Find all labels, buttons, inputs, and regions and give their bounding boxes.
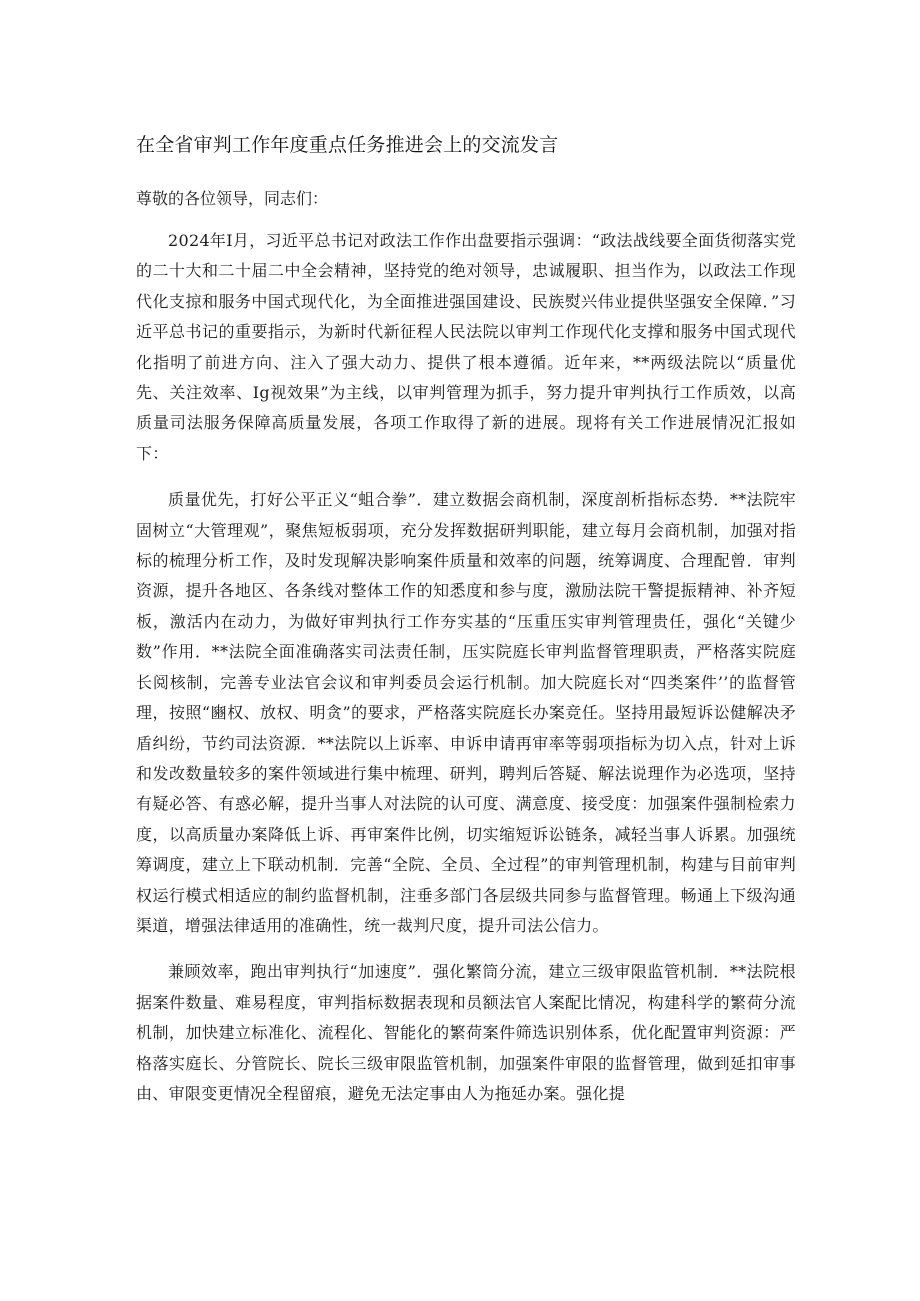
document-title: 在全省审判工作年度重点任务推进会上的交流发言: [136, 134, 559, 156]
paragraph-quality-first: 质量优先，打好公平正义“蛆合拳”．建立数据会商机制，深度剖析指标态势．**法院牢固树立“大管理观”，聚焦短板弱项，充分发挥数据研判职能，建立每月会商机制，加强对指标的梳理分析工作，及时发现解决影响案件质量和效率的问题，统筹调度、合理配曾．审判资源，提升各地区、各条线对整体工作的知悉度和参与度，激励法院干警提振精神、补齐短板，激活内在动力，为做好审判执行工作夯实基的“压重压实审判管理贵任，强化“关键少数”作用．**法院全面准确落实司法责任制，压实院庭长审判监督管理职责，严格落实院庭长阅核制，完善专业法官会议和审判委员会运行机制。加大院庭长对“四类案件’’的监督管理，按照“豳权、放权、明贪”的要求，严格落实院庭长办案竞任。坚持用最短诉讼健解决矛盾纠纷，节约司法资源．**法院以上诉率、申诉申请再审率等弱项指标为切入点，针对上诉和发改数量较多的案件领域进行集中梳理、研判，聘判后答疑、解法说理作为必选项，坚持有疑必答、有惑必解，提升当事人对法院的认可度、满意度、接受度：加强案件强制检索力度，以高质量办案降低上诉、再审案件比例，切实缩短诉讼链条，减轻当事人诉累。加强统筹调度，建立上下联动机制．完善“全院、全员、全过程”的审判管理机制，构建与目前审判权运行模式相适应的制约监督机制，注垂多部门各层级共同参与监督管理。畅通上下级沟通渠道，增强法律适用的准确性，统一裁判尺度，提升司法公信力。: [136, 490, 796, 935]
salutation: 尊敬的各位领导，同志们：: [136, 189, 329, 208]
paragraph-intro: 2024年I月，习近平总书记对政法工作作出盘要指示强调：“政法战线要全面货彻落实党的二十大和二十届二中全会精神，坚持党的绝对领导，忠诚履职、担当作为，以政法工作现代化支掠和服务中国式现代化，为全面推进强国建设、民族熨兴伟业提供坚强安全保障．”习近平总书记的重要指示，为新时代新征程人民法院以审判工作现代化支撑和服务中国式现代化指明了前进方向、注入了强大动力、提供了根本遵循。近年来，**两级法院以“质量优先、关注效率、Ig视效果”为主线，以审判管理为抓手，努力提升审判执行工作质效，以高质量司法服务保障高质量发展，各项工作取得了新的进展。现将有关工作进展情况汇报如下：: [136, 231, 796, 463]
paragraph-efficiency: 兼顾效率，跑出审判执行“加速度”．强化繁筒分流，建立三级审限监管机制．**法院根据案件数量、难易程度，审判指标数据表现和员额法官人案配比情况，构建科学的繁荷分流机制，加快建立标准化、流程化、智能化的繁荷案件筛选识别体系，优化配置审判资源：严格落实庭长、分管院长、院长三级审限监管机制，加强案件审限的监督管理，做到延扣审事由、审限变更情况全程留痕，避免无法定事由人为拖延办案。强化提: [136, 962, 796, 1103]
document-page: [136, 128, 796, 1125]
